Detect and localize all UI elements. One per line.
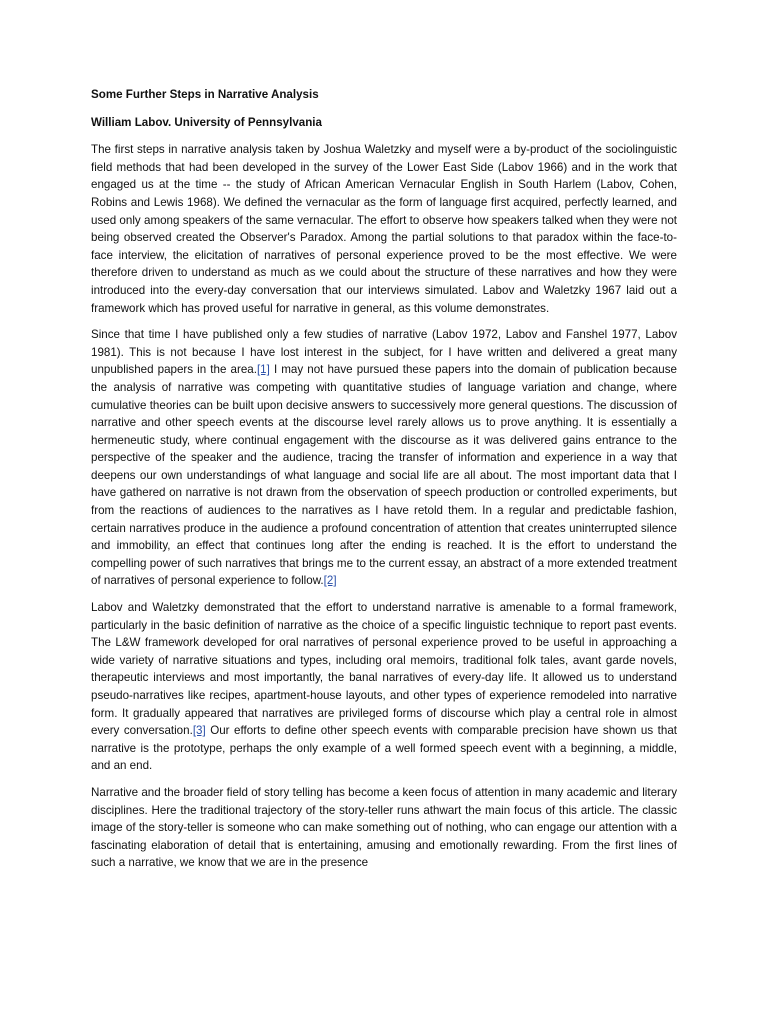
paragraph-text: Labov and Waletzky demonstrated that the effort to understand narrative is amenable to a formal framework, particularly in the basic definition of narrative as the choice of a specific linguistic technique to report past events. The L&W framework developed for oral narratives of personal experience proved to be useful in approaching a wide variety of narrative situations and types, including oral memoirs, traditional folk tales, avant garde novels, therapeutic interviews and most importantly, the banal narratives of every-day life. It allowed us to understand pseudo-narratives like recipes, apartment-house layouts, and other types of experience remodeled into narrative form. It gradually appeared that narratives are privileged forms of discourse which play a central role in almost every conversation. bbox=[91, 601, 677, 738]
footnote-link[interactable]: [2] bbox=[323, 574, 337, 588]
document-body bbox=[91, 141, 677, 872]
paragraph-text: Narrative and the broader field of story telling has become a keen focus of attention in many academic and literary disciplines. Here the traditional trajectory of the story-teller runs athwart the main focus of this article. The classic image of the story-teller is someone who can make something out of nothing, who can engage our attention with a fascinating elaboration of detail that is entertaining, amusing and emotionally rewarding. From the first lines of such a narrative, we know that we are in the presence bbox=[91, 785, 677, 870]
document-author: William Labov. University of Pennsylvania bbox=[91, 115, 322, 129]
document-title: Some Further Steps in Narrative Analysis bbox=[91, 88, 319, 101]
body-paragraph bbox=[91, 326, 677, 590]
document-page bbox=[91, 86, 677, 881]
body-paragraph bbox=[91, 141, 677, 317]
footnote-link[interactable]: [3] bbox=[192, 724, 206, 738]
paragraph-text: Since that time I have published only a few studies of narrative (Labov 1972, Labov and Fanshel 1977, Labov 1981). This is not because I have lost interest in the subject, for I have written and delivered a great many unpublished papers in the area. bbox=[91, 328, 677, 377]
footnote-link[interactable]: [1] bbox=[256, 363, 270, 377]
paragraph-text: I may not have pursued these papers into the domain of publication because the analysis of narrative was competing with quantitative studies of language variation and change, where cumulative theories can be built upon decisive answers to successively more general questions. The discussion of narrative and other speech events at the discourse level rarely allows us to prove anything. It is essentially a hermeneutic study, where continual engagement with the discourse as it was delivered gains entrance to the perspective of the speaker and the audience, tracing the transfer of information and experience in a way that deepens our own understandings of what language and social life are all about. The most important data that I have gathered on narrative is not drawn from the observation of speech production or controlled experiments, but from the reactions of audiences to the narratives as I have retold them. In a regular and predictable fashion, certain narratives produce in the audience a profound concentration of attention that creates uninterrupted silence and immobility, an effect that continues long after the ending is reached. It is the effort to understand the compelling power of such narratives that brings me to the current essay, an abstract of a more extended treatment of narratives of personal experience to follow. bbox=[91, 363, 677, 588]
paragraph-text: The first steps in narrative analysis taken by Joshua Waletzky and myself were a by-product of the sociolinguistic field methods that had been developed in the survey of the Lower East Side (Labov 1966) and in the work that engaged us at the time -- the study of African American Vernacular English in South Harlem (Labov, Cohen, Robins and Lewis 1968). We defined the vernacular as the form of language first acquired, perfectly learned, and used only among speakers of the same vernacular. The effort to observe how speakers talked when they were not being observed created the Observer's Paradox. Among the partial solutions to that paradox within the face-to-face interview, the elicitation of narratives of personal experience proved to be the most effective. We were therefore driven to understand as much as we could about the structure of these narratives and how they were introduced into the every-day conversation that our interviews simulated. Labov and Waletzky 1967 laid out a framework which has proved useful for narrative in general, as this volume demonstrates. bbox=[91, 143, 677, 315]
paragraph-text: Our efforts to define other speech events with comparable precision have shown us that narrative is the prototype, perhaps the only example of a well formed speech event with a beginning, a middle, and an end. bbox=[91, 724, 677, 773]
body-paragraph bbox=[91, 599, 677, 775]
body-paragraph bbox=[91, 784, 677, 872]
